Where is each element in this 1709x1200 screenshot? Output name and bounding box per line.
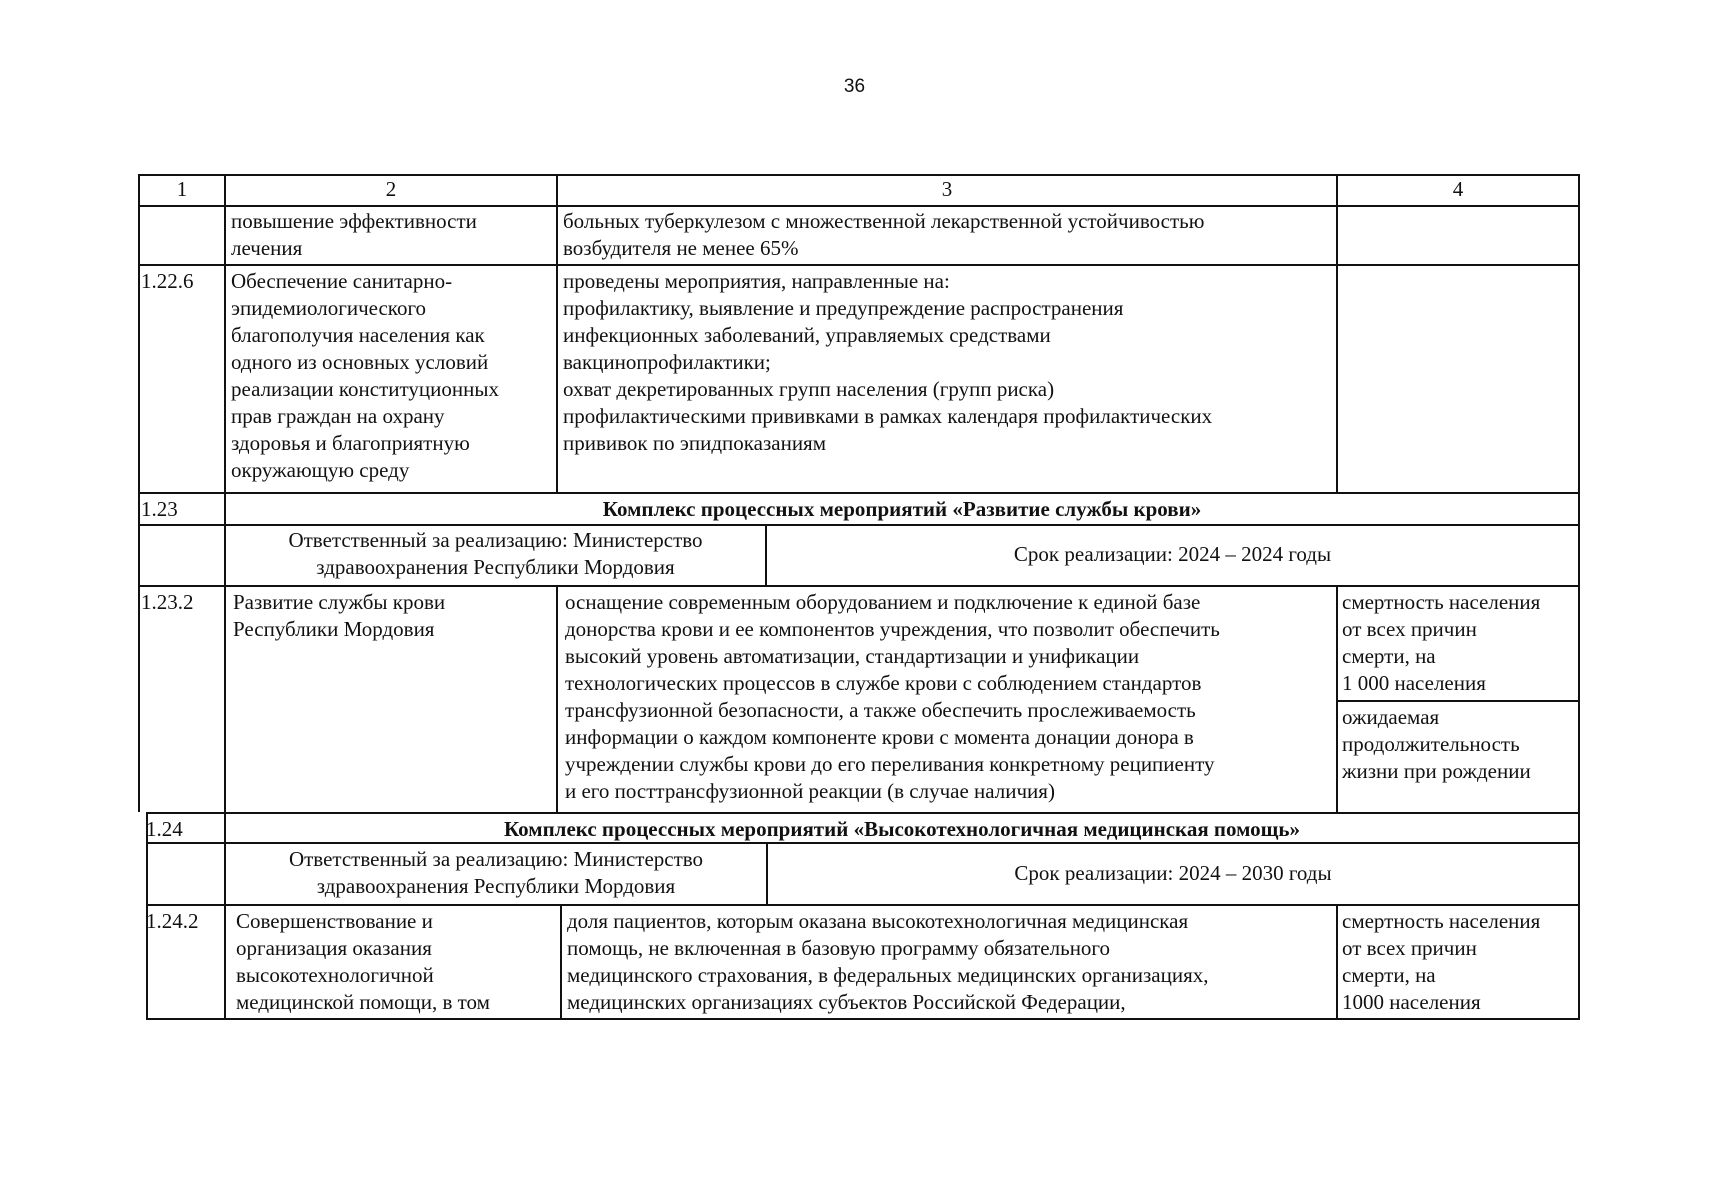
header-col-3: 3 bbox=[941, 177, 953, 201]
rule bbox=[1578, 174, 1580, 1020]
text-line: здравоохранения Республики Мордовия bbox=[316, 555, 675, 579]
rule bbox=[146, 812, 1580, 814]
text-line: медицинских организациях субъектов Российской Федерации, bbox=[567, 990, 1126, 1014]
text-line: охват декретированных групп населения (групп риска) bbox=[563, 377, 1055, 401]
text-line: повышение эффективности bbox=[231, 209, 477, 233]
row-a-col3 bbox=[563, 208, 1329, 262]
text-line: профилактическими прививками в рамках календаря профилактических bbox=[563, 404, 1213, 428]
row-number: 1.23.2 bbox=[141, 590, 194, 614]
text-line: вакцинопрофилактики; bbox=[563, 350, 771, 374]
text-line: лечения bbox=[231, 236, 303, 260]
term-text: Срок реализации: 2024 – 2024 годы bbox=[1013, 542, 1332, 566]
row-a-col2 bbox=[231, 208, 550, 262]
text-line: одного из основных условий bbox=[231, 350, 489, 374]
section-title: Комплекс процессных мероприятий «Высокотехнологичная медицинская помощь» bbox=[503, 817, 1300, 841]
text-line: Совершенствование и bbox=[236, 909, 433, 933]
rule bbox=[138, 492, 1580, 494]
section-number: 1.24 bbox=[146, 817, 183, 841]
row-1-24-2-col3 bbox=[567, 908, 1329, 1016]
text-line: смерти, на bbox=[1342, 963, 1436, 987]
rule-bottom bbox=[146, 1018, 1580, 1020]
section-number: 1.23 bbox=[141, 497, 178, 521]
text-line: информации о каждом компоненте крови с момента донации донора в bbox=[565, 725, 1194, 749]
text-line: возбудителя не менее 65% bbox=[563, 236, 799, 260]
rule bbox=[560, 904, 562, 1020]
rule bbox=[1336, 585, 1338, 812]
row-number: 1.22.6 bbox=[141, 269, 194, 293]
row-1-22-6-col2 bbox=[231, 268, 550, 484]
section-title: Комплекс процессных мероприятий «Развитие службы крови» bbox=[602, 497, 1202, 521]
row-1-23-2-indicator-1 bbox=[1342, 589, 1574, 697]
rule bbox=[138, 524, 1580, 526]
rule bbox=[138, 264, 1580, 266]
text-line: организация оказания bbox=[236, 936, 432, 960]
text-line: реализации конституционных bbox=[231, 377, 499, 401]
rule bbox=[1336, 700, 1580, 702]
text-line: здоровья и благоприятную bbox=[231, 431, 470, 455]
row-1-23-2-indicator-2 bbox=[1342, 704, 1574, 785]
header-col-4: 4 bbox=[1452, 177, 1464, 201]
text-line: высокий уровень автоматизации, стандартизации и унификации bbox=[565, 644, 1140, 668]
text-line: Республики Мордовия bbox=[233, 617, 435, 641]
text-line: и его посттрансфузионной реакции (в случае наличия) bbox=[565, 779, 1055, 803]
row-1-23-2-col3 bbox=[565, 589, 1329, 805]
text-line: эпидемиологического bbox=[231, 296, 427, 320]
text-line: 1 000 населения bbox=[1342, 671, 1486, 695]
text-line: 1000 населения bbox=[1342, 990, 1481, 1014]
text-line: от всех причин bbox=[1342, 617, 1477, 641]
header-col-1: 1 bbox=[176, 177, 188, 201]
text-line: инфекционных заболеваний, управляемых средствами bbox=[563, 323, 1051, 347]
text-line: больных туберкулезом с множественной лекарственной устойчивостью bbox=[563, 209, 1205, 233]
text-line: Развитие службы крови bbox=[233, 590, 446, 614]
text-line: прав граждан на охрану bbox=[231, 404, 445, 428]
text-line: помощь, не включенная в базовую программу обязательного bbox=[567, 936, 1111, 960]
responsible-text bbox=[226, 527, 765, 581]
rule bbox=[138, 174, 140, 812]
text-line: от всех причин bbox=[1342, 936, 1477, 960]
text-line: прививок по эпидпоказаниям bbox=[563, 431, 827, 455]
text-line: Ответственный за реализацию: Министерство bbox=[288, 528, 703, 552]
text-line: благополучия населения как bbox=[231, 323, 485, 347]
text-line: окружающую среду bbox=[231, 458, 410, 482]
row-number: 1.24.2 bbox=[146, 909, 199, 933]
text-line: жизни при рождении bbox=[1342, 759, 1531, 783]
rule bbox=[138, 205, 1580, 207]
text-line: донорства крови и ее компонентов учреждения, что позволит обеспечить bbox=[565, 617, 1220, 641]
term-text: Срок реализации: 2024 – 2030 годы bbox=[1014, 861, 1332, 885]
text-line: высокотехнологичной bbox=[236, 963, 434, 987]
row-1-24-2-indicator bbox=[1342, 908, 1574, 1016]
text-line: здравоохранения Республики Мордовия bbox=[316, 874, 676, 898]
text-line: проведены мероприятия, направленные на: bbox=[563, 269, 950, 293]
row-1-22-6-col3 bbox=[563, 268, 1329, 457]
text-line: ожидаемая bbox=[1342, 705, 1440, 729]
text-line: трансфузионной безопасности, а также обеспечить прослеживаемость bbox=[565, 698, 1196, 722]
row-1-23-2-col2 bbox=[233, 589, 550, 643]
text-line: смерти, на bbox=[1342, 644, 1436, 668]
page-number: 36 bbox=[843, 76, 866, 97]
rule bbox=[556, 585, 558, 812]
text-line: оснащение современным оборудованием и подключение к единой базе bbox=[565, 590, 1201, 614]
text-line: доля пациентов, которым оказана высокотехнологичная медицинская bbox=[567, 909, 1189, 933]
text-line: медицинской помощи, в том bbox=[236, 990, 490, 1014]
rule bbox=[556, 174, 558, 492]
text-line: Ответственный за реализацию: Министерство bbox=[288, 847, 704, 871]
rule bbox=[1336, 904, 1338, 1020]
rule bbox=[1336, 174, 1338, 492]
rule bbox=[146, 904, 1580, 906]
row-1-24-2-col2 bbox=[236, 908, 554, 1016]
text-line: медицинского страхования, в федеральных медицинских организациях, bbox=[567, 963, 1209, 987]
text-line: продолжительность bbox=[1342, 732, 1520, 756]
text-line: профилактику, выявление и предупреждение распространения bbox=[563, 296, 1124, 320]
text-line: технологических процессов в службе крови с соблюдением стандартов bbox=[565, 671, 1202, 695]
responsible-text bbox=[226, 846, 766, 900]
text-line: Обеспечение санитарно- bbox=[231, 269, 453, 293]
text-line: учреждении службы крови до его переливания конкретному реципиенту bbox=[565, 752, 1215, 776]
rule bbox=[138, 585, 1580, 587]
text-line: смертность населения bbox=[1342, 590, 1541, 614]
text-line: смертность населения bbox=[1342, 909, 1541, 933]
header-col-2: 2 bbox=[385, 177, 397, 201]
